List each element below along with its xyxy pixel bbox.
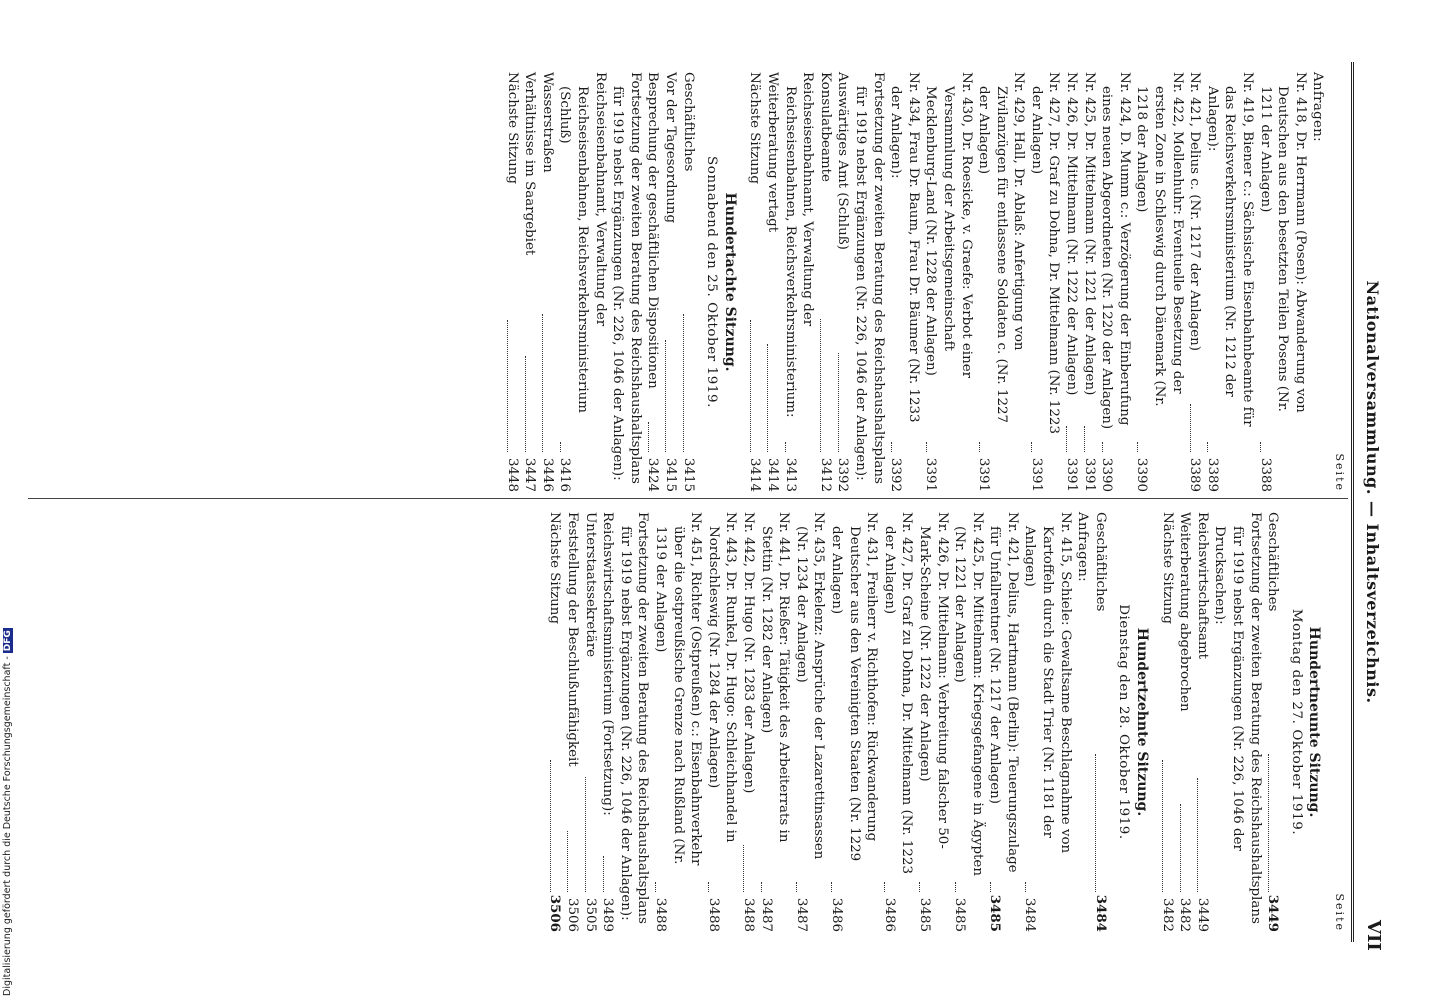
toc-entry	[1186, 72, 1204, 492]
leader-dots	[525, 356, 526, 452]
toc-page-number: 3449	[1194, 897, 1210, 932]
leader-dots	[1197, 778, 1198, 892]
session-title: Hundertzehnte Sitzung.	[1134, 627, 1151, 817]
toc-entry-text: Nr. 425, Dr. Mittelmann (Nr. 1221 der Anlagen)	[1081, 72, 1097, 396]
toc-entry-text: Wasserstraßen	[539, 72, 555, 173]
toc-entry-text: Reichseisenbahnamt, Verwaltung der Reichseisenbahnen, Reichsverkehrsministerium (Schluß)	[557, 72, 608, 413]
toc-page-number: 3447	[522, 457, 538, 492]
toc-entry	[556, 72, 609, 492]
toc-entry-text: Nächste Sitzung	[1159, 512, 1175, 624]
credit-text: Digitalisierung gefördert durch die Deutsche Forschungsgemeinschaft -	[2, 656, 13, 996]
toc-entry	[986, 512, 1021, 932]
toc-page-number: 3416	[557, 457, 573, 492]
toc-page-number: 3486	[828, 897, 844, 932]
leader-dots	[1162, 760, 1163, 892]
toc-page-number: 3448	[504, 457, 520, 493]
toc-entry	[1176, 512, 1194, 932]
toc-entry-text: Nr. 426, Dr. Mittelmann (Nr. 1222 der Anlagen)	[1064, 72, 1080, 396]
leader-dots	[1095, 754, 1096, 892]
toc-entry	[616, 512, 651, 932]
leader-dots	[1067, 426, 1068, 452]
toc-page-number: 3446	[539, 457, 555, 493]
toc-entry-text: Fortsetzung der zweiten Beratung des Reichshaushaltsplans für 1919 nebst Ergänzungen (Nr. 226, 1046 der Anlagen):	[610, 72, 643, 484]
toc-entry	[538, 72, 556, 492]
toc-entry	[1027, 72, 1062, 492]
session-date: Sonnabend den 25. Oktober 1919.	[704, 156, 720, 408]
toc-page-number: 3484	[1092, 894, 1109, 932]
toc-entry-text: Fortsetzung der zweiten Beratung des Reichshaushaltsplans für 1919 nebst Ergänzungen (Nr. 226, 1046 der Anlagen):	[617, 512, 651, 924]
toc-entry-text: Nr. 418, Dr. Herrmann (Posen): Abwanderung von Deutschen aus den besetzten Teilen Posens (Nr. 1211 der Anlagen)	[1257, 72, 1308, 413]
seite-label: Seite	[1333, 453, 1346, 492]
leader-dots	[655, 882, 656, 892]
toc-page-number: 3449	[1265, 894, 1282, 932]
toc-entry	[763, 72, 781, 492]
leader-dots	[1137, 442, 1138, 452]
toc-entry	[563, 512, 581, 932]
toc-page-number: 3415	[663, 457, 679, 493]
toc-entry	[757, 512, 792, 932]
toc-entry-text: Nr. 425, Dr. Mittelmann: Kriegsgefangene in Ägypten (Nr. 1221 der Anlagen)	[952, 512, 985, 876]
digitization-credit	[2, 628, 13, 996]
toc-entry	[661, 72, 679, 492]
toc-entry-text: Nr. 442, Dr. Hugo (Nr. 1283 der Anlagen)	[741, 512, 756, 794]
section-label: Anfragen:	[1310, 72, 1326, 142]
leader-dots	[955, 882, 956, 892]
leader-dots	[785, 442, 786, 452]
toc-entry	[644, 72, 662, 492]
toc-entry-text: Nr. 421, Delius c. (Nr. 1217 der Anlagen)	[1187, 72, 1203, 351]
toc-entry	[887, 72, 922, 492]
column-divider	[28, 498, 1348, 499]
leader-dots	[507, 320, 508, 452]
leader-dots	[1207, 442, 1208, 452]
toc-page-number: 3489	[600, 897, 616, 932]
leader-dots	[750, 320, 751, 452]
leader-dots	[767, 344, 768, 452]
leader-dots	[1084, 426, 1085, 452]
toc-entry-text: Reichswirtschaftsamt	[1194, 512, 1210, 660]
toc-page-number: 3487	[793, 897, 809, 932]
toc-page-number: 3392	[888, 457, 904, 492]
toc-entry	[521, 72, 539, 492]
toc-page-number: 3391	[1064, 457, 1080, 492]
toc-entry-text: Geschäftliches	[1092, 512, 1108, 612]
session-title: Hundertachte Sitzung.	[721, 192, 738, 372]
toc-entry	[781, 72, 816, 492]
toc-entry	[1021, 512, 1074, 932]
toc-page-number: 3488	[741, 897, 756, 933]
session-date: Dienstag den 28. Oktober 1919.	[1116, 604, 1132, 840]
leader-dots	[926, 442, 927, 452]
leader-dots	[979, 442, 980, 452]
leader-dots	[1102, 442, 1103, 452]
toc-entry-text: Konsulatbeamte	[817, 72, 833, 182]
toc-entry	[834, 72, 852, 492]
leader-dots	[796, 882, 797, 892]
toc-page-number: 3391	[1028, 457, 1044, 492]
leader-dots	[683, 314, 684, 452]
toc-entry	[679, 72, 697, 492]
toc-page-number: 3506	[547, 894, 564, 933]
toc-entry	[746, 72, 764, 492]
toc-entry-text: Nr. 426, Dr. Mittelmann: Verbreitung falscher 50-Mark-Scheine (Nr. 1222 der Anlagen)	[916, 512, 950, 849]
toc-entry	[1158, 512, 1176, 932]
leader-dots	[743, 845, 744, 892]
toc-entry-text: Nr. 424, D. Mumm c.: Verzögerung der Einberufung eines neuen Abgeordneten (Nr. 1220 der Anlagen)	[1099, 72, 1132, 430]
toc-entry-text: Nächste Sitzung	[504, 72, 520, 184]
toc-entry	[1256, 72, 1309, 492]
leader-dots	[550, 760, 551, 892]
toc-entry-text: Nr. 435, Erkelenz: Ansprüche der Lazarettinsassen (Nr. 1234 der Anlagen)	[793, 512, 827, 860]
toc-entry	[880, 512, 915, 932]
toc-entry	[1091, 512, 1109, 932]
toc-entry	[704, 512, 739, 932]
toc-entry-text: Nr. 443, Dr. Runkel, Dr. Hugo: Schleichhandel in Nordschleswig (Nr. 1284 der Anlagen)	[705, 512, 739, 843]
toc-page-number: 3412	[817, 457, 833, 492]
toc-page-number: 3389	[1187, 457, 1203, 492]
leader-dots	[1268, 754, 1269, 892]
toc-entry-text: Nr. 427, Dr. Graf zu Dohna, Dr. Mittelmann (Nr. 1223 der Anlagen)	[881, 512, 915, 874]
toc-page-number: 3391	[976, 457, 992, 492]
toc-entry	[739, 512, 757, 932]
toc-entry	[827, 512, 880, 932]
leader-dots	[990, 882, 991, 892]
toc-page-number: 3388	[1257, 457, 1273, 492]
toc-page-number: 3391	[923, 457, 939, 492]
toc-page-number: 3485	[952, 897, 968, 932]
leader-dots	[585, 777, 586, 893]
toc-entry-text: Nächste Sitzung	[747, 72, 763, 184]
session-title: Hundertneunte Sitzung.	[1306, 626, 1323, 818]
leader-dots	[1190, 404, 1191, 453]
leader-dots	[831, 882, 832, 892]
toc-entry-text: Geschäftliches	[680, 72, 696, 172]
toc-entry	[546, 512, 564, 932]
running-header: Nationalversammlung. — Inhaltsverzeichnis.	[1363, 280, 1382, 704]
toc-page-number: 3391	[1081, 457, 1097, 492]
toc-entry	[1264, 512, 1282, 932]
toc-page-number: 3392	[835, 457, 851, 492]
toc-entry-text: Weiterberatung vertagt	[765, 72, 780, 233]
toc-page-number: 3487	[758, 897, 774, 932]
toc-entry-text: Fortsetzung der zweiten Beratung des Reichshaushaltsplans für 1919 nebst Ergänzungen (Nr. 226, 1046 der Anlagen):	[852, 72, 886, 484]
toc-entry	[599, 512, 617, 932]
toc-page-number: 3390	[1099, 457, 1115, 492]
toc-page-number: 3486	[881, 897, 897, 932]
page-number: VII	[1363, 920, 1384, 951]
toc-entry	[922, 72, 975, 492]
section-label: Anfragen:	[1075, 512, 1091, 582]
toc-entry	[1098, 72, 1133, 492]
toc-entry-text: Nr. 427, Dr. Graf zu Dohna, Dr. Mittelmann (Nr. 1223 der Anlagen)	[1028, 72, 1062, 434]
toc-entry	[792, 512, 827, 932]
toc-entry	[651, 512, 704, 932]
toc-entry-text: Reichswirtschaftsministerium (Fortsetzung):	[600, 512, 616, 816]
toc-entry-text: Nr. 422, Mollenhuhr: Eventuelle Besetzung der ersten Zone in Schleswig durch Dänemark (Nr. 1218 der Anlagen)	[1134, 72, 1185, 407]
toc-entry-text: Unterstaatssekretäre	[582, 512, 598, 658]
toc-entry	[816, 72, 834, 492]
leader-dots	[820, 319, 821, 452]
leader-dots	[761, 882, 762, 892]
dfg-logo: DFG	[3, 630, 13, 652]
leader-dots	[567, 831, 568, 892]
toc-page-number: 3414	[747, 457, 763, 493]
toc-entry-text: Nr. 451, Richter (Ostpreußen) c.: Eisenbahnverkehr über die ostpreußische Grenze nach Rußland (Nr. 1319 der Anlagen)	[653, 512, 704, 866]
toc-entry	[581, 512, 599, 932]
leader-dots	[560, 442, 561, 452]
toc-page-number: 3488	[705, 897, 721, 932]
toc-page-number: 3485	[987, 894, 1004, 932]
toc-entry	[1193, 512, 1211, 932]
toc-page-number: 3482	[1177, 897, 1193, 932]
leader-dots	[648, 422, 649, 452]
toc-entry-text: Vor der Tagesordnung	[663, 72, 679, 224]
left-column	[503, 72, 1348, 492]
toc-page-number: 3485	[916, 897, 932, 932]
leader-dots	[708, 882, 709, 892]
toc-entry	[951, 512, 986, 932]
toc-entry-text: Feststellung der Beschlußunfähigkeit	[565, 512, 581, 767]
toc-entry-text: Nr. 441, Dr. Rießer: Tätigkeit des Arbeiterrats in Stettin (Nr. 1282 der Anlagen)	[758, 512, 792, 843]
toc-entry	[915, 512, 950, 932]
toc-entry	[1063, 72, 1081, 492]
toc-entry-text: Nr. 430, Dr. Roesicke, v. Graefe: Verbot einer Versammlung der Arbeitsgemeinschaft Mecklenburg-Land (Nr. 1228 der Anlagen)	[923, 72, 974, 379]
toc-entry-text: Nr. 419, Biener c.: Sächsische Eisenbahnbeamte für das Reichsverkehrsministerium (Nr. 1212 der Anlagen):	[1204, 72, 1256, 427]
toc-page-number: 3389	[1204, 457, 1220, 492]
leader-dots	[603, 856, 604, 892]
leader-dots	[1025, 882, 1026, 892]
header-rule	[1351, 62, 1354, 942]
toc-entry-text: Nr. 429, Hall, Dr. Ablaß: Anfertigung von Zivilanzügen für entlassene Soldaten c. (Nr. 1227 der Anlagen)	[976, 72, 1027, 424]
toc-entry	[851, 72, 886, 492]
toc-page-number: 3506	[565, 897, 581, 933]
toc-page-number: 3424	[645, 457, 661, 492]
toc-page-number: 3414	[765, 457, 780, 493]
toc-page-number: 3505	[582, 897, 598, 933]
toc-entry-text: Nr. 431, Freiherr v. Richthofen: Rückwanderung Deutscher aus den Vereinigten Staaten (Nr. 1229 der Anlagen)	[828, 512, 880, 862]
leader-dots	[884, 882, 885, 892]
toc-entry	[1133, 72, 1186, 492]
leader-dots	[838, 353, 839, 452]
toc-entry-text: Auswärtiges Amt (Schluß)	[835, 72, 851, 250]
toc-entry-text: Nächste Sitzung	[547, 512, 563, 624]
session-date: Montag den 27. Oktober 1919.	[1288, 608, 1304, 836]
toc-entry-text: Geschäftliches	[1265, 512, 1281, 612]
leader-dots	[542, 314, 543, 452]
toc-entry-text: Reichseisenbahnamt, Verwaltung der Reichseisenbahnen, Reichsverkehrsministerium:	[782, 72, 816, 418]
toc-entry-text: Weiterberatung abgebrochen	[1177, 512, 1193, 712]
toc-entry	[1211, 512, 1264, 932]
toc-entry	[1080, 72, 1098, 492]
toc-page-number: 3484	[1022, 897, 1038, 932]
leader-dots	[665, 340, 666, 452]
right-column	[546, 512, 1348, 932]
leader-dots	[1260, 442, 1261, 452]
leader-dots	[1180, 804, 1181, 892]
leader-dots	[1031, 442, 1032, 452]
toc-page-number: 3390	[1134, 457, 1150, 492]
toc-page-number: 3488	[653, 897, 669, 932]
toc-entry-text: Nr. 415, Schiele: Gewaltsame Beschlagnahme von Kartoffeln durch die Stadt Trier (Nr. 1181 der Anlagen)	[1022, 512, 1073, 854]
toc-page-number: 3413	[782, 457, 798, 492]
seite-label: Seite	[1333, 893, 1346, 932]
toc-page-number: 3415	[680, 457, 696, 492]
toc-entry-text: Fortsetzung der zweiten Beratung des Reichshaushaltsplans für 1919 nebst Ergänzungen (Nr. 226, 1046 der Drucksachen):	[1212, 512, 1263, 924]
toc-entry	[609, 72, 644, 492]
toc-entry-text: Nr. 434, Frau Dr. Baum, Frau Dr. Bäumer (Nr. 1233 der Anlagen):	[888, 72, 921, 423]
leader-dots	[919, 882, 920, 892]
toc-entry	[503, 72, 521, 492]
leader-dots	[891, 442, 892, 452]
toc-page-number: 3482	[1159, 897, 1175, 933]
toc-entry-text: Besprechung der geschäftlichen Dispositionen	[645, 72, 661, 389]
toc-entry-text: Verhältnisse im Saargebiet	[522, 72, 538, 256]
toc-entry	[975, 72, 1028, 492]
toc-entry	[1203, 72, 1256, 492]
toc-entry-text: Nr. 421, Delius, Hartmann (Berlin): Teuerungszulage für Unfallrentner (Nr. 1217 der Anlagen)	[987, 512, 1020, 873]
